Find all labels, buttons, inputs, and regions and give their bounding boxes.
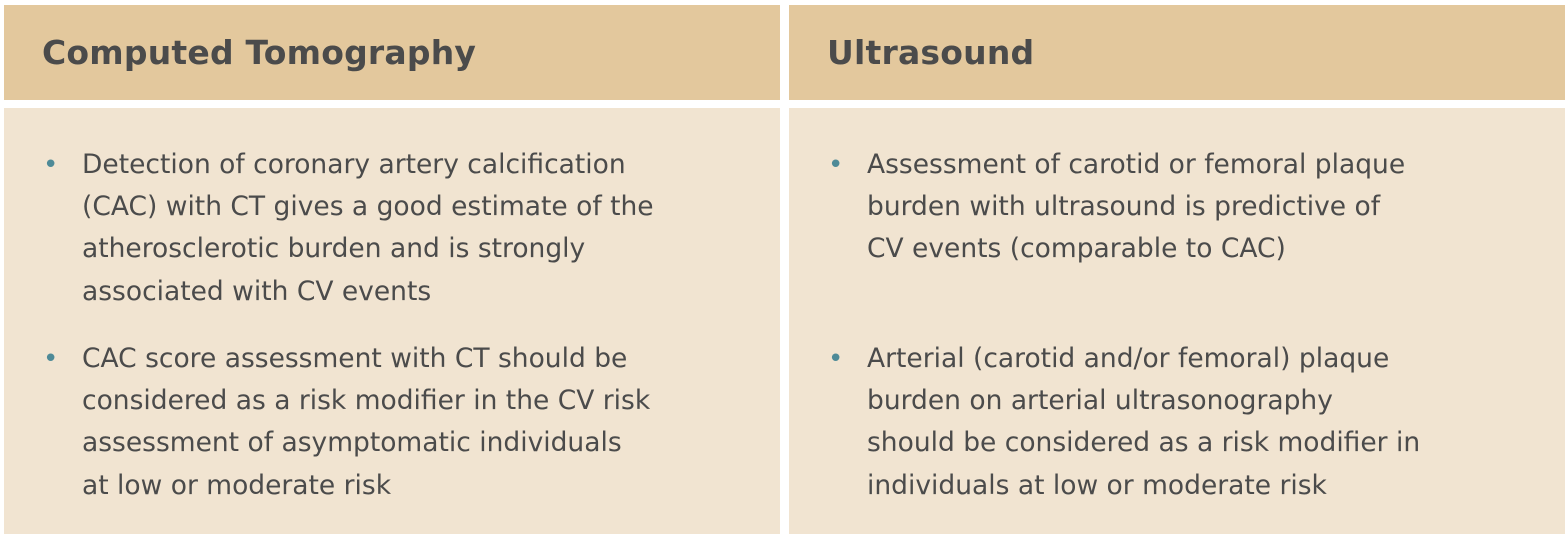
column-title: Ultrasound	[827, 33, 1035, 72]
column-title: Computed Tomography	[42, 33, 477, 72]
bullet-icon: •	[828, 150, 844, 180]
list-item	[827, 338, 1467, 507]
column-body	[4, 108, 780, 534]
list-item	[42, 144, 682, 313]
column-computed-tomography	[4, 5, 780, 501]
column-header	[4, 5, 780, 100]
list-item-text: Detection of coronary artery calcification (CAC) with CT gives a good estimate of the atherosclerotic burden and is strongly associated with CV events	[82, 149, 654, 307]
bullet-icon: •	[828, 344, 844, 374]
list-item	[827, 144, 1467, 271]
column-header	[789, 5, 1565, 100]
list-item-text: Assessment of carotid or femoral plaque burden with ultrasound is predictive of CV events (comparable to CAC)	[867, 149, 1406, 265]
column-body	[789, 108, 1565, 534]
list-item-text: CAC score assessment with CT should be considered as a risk modifier in the CV risk assessment of asymptomatic individuals at low or moderate risk	[82, 343, 651, 501]
column-ultrasound	[789, 5, 1565, 501]
bullet-icon: •	[43, 150, 59, 180]
list-item	[42, 338, 682, 507]
bullet-icon: •	[43, 344, 59, 374]
list-item-text: Arterial (carotid and/or femoral) plaque burden on arterial ultrasonography should be considered as a risk modifier in individuals at low or moderate risk	[867, 343, 1421, 501]
